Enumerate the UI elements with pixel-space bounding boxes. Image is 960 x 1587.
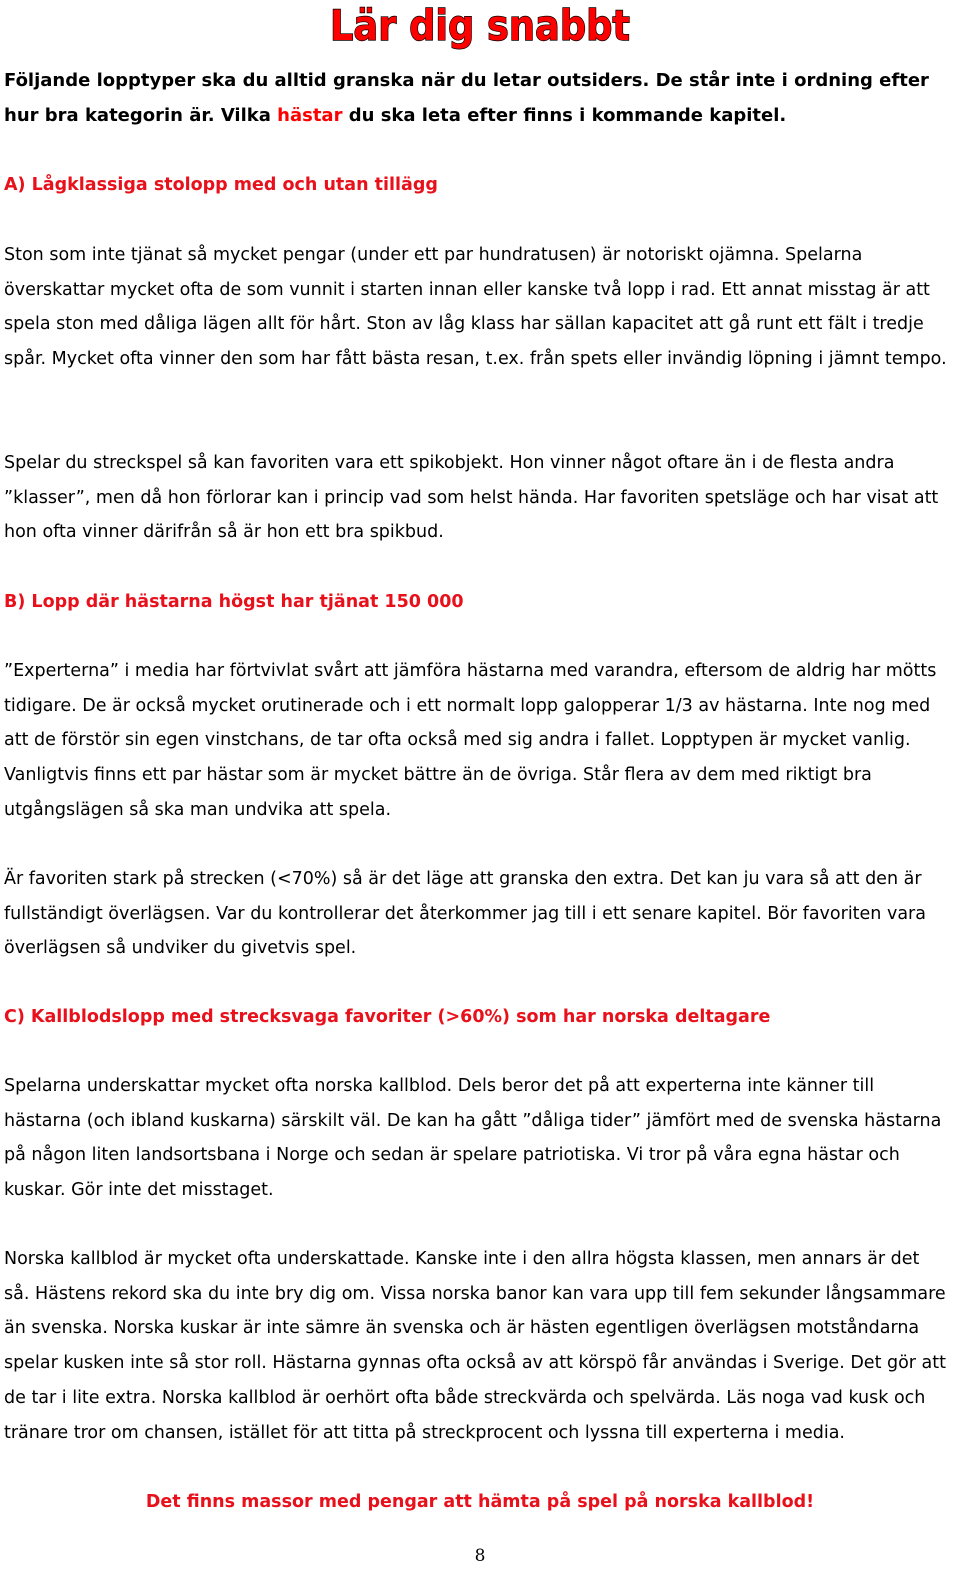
section-b-heading: B) Lopp där hästarna högst har tjänat 150 000	[4, 592, 464, 612]
section-c-heading: C) Kallblodslopp med strecksvaga favoriter (>60%) som har norska deltagare	[4, 1007, 771, 1027]
page-title-text: Lär dig snabbt	[330, 1, 630, 50]
section-a-paragraph-2: Spelar du streckspel så kan favoriten vara ett spikobjekt. Hon vinner något oftare än i de flesta andra ”klasser”, men då hon förlorar kan i princip vad som helst hända. Har favoriten spetsläge och har visat att hon ofta vinner därifrån så är hon ett bra spikbud.	[4, 453, 939, 543]
section-a-paragraph-1: Ston som inte tjänat så mycket pengar (under ett par hundratusen) är notoriskt ojämna. Spelarna överskattar mycket ofta de som vunnit i starten innan eller kanske två lopp i rad. Ett annat misstag är att spela ston med dåliga lägen allt för hårt. Ston av låg klass har sällan kapacitet att gå runt ett fält i tredje spår. Mycket ofta vinner den som har fått bästa resan, t.ex. från spets eller invändig löpning i jämnt tempo.	[4, 245, 947, 370]
page-number: 8	[474, 1546, 486, 1566]
section-b-paragraph-2: Är favoriten stark på strecken (<70%) så är det läge att granska den extra. Det kan ju vara så att den är fullständigt överlägsen. Var du kontrollerar det återkommer jag till i ett senare kapitel. Bör favoriten vara överlägsen så undviker du givetvis spel.	[4, 869, 926, 959]
closing-statement: Det finns massor med pengar att hämta på spel på norska kallblod!	[145, 1492, 815, 1512]
intro-paragraph	[4, 64, 950, 133]
section-b-paragraph-1: ”Experterna” i media har förtvivlat svårt att jämföra hästarna med varandra, eftersom de aldrig har mötts tidigare. De är också mycket orutinerade och i ett normalt lopp galopperar 1/3 av hästarna. Inte nog med att de förstör sin egen vinstchans, de tar ofta också med sig andra i fallet. Lopptypen är mycket vanlig. Vanligtvis finns ett par hästar som är mycket bättre än de övriga. Står flera av dem med riktigt bra utgångslägen så ska man undvika att spela.	[4, 661, 937, 820]
intro-text-1: Följande lopptyper ska du alltid granska när du letar outsiders. De står inte i ordning efter hur bra kategorin är. Vilka	[4, 70, 929, 126]
section-a-heading: A) Lågklassiga stolopp med och utan tillägg	[4, 175, 438, 195]
intro-highlight: hästar	[277, 104, 343, 126]
section-c-paragraph-1: Spelarna underskattar mycket ofta norska kallblod. Dels beror det på att experterna inte känner till hästarna (och ibland kuskarna) särskilt väl. De kan ha gått ”dåliga tider” jämfört med de svenska hästarna på någon liten landsortsbana i Norge och sedan är spelare patriotiska. Vi tror på våra egna hästar och kuskar. Gör inte det misstaget.	[4, 1076, 942, 1201]
section-c-paragraph-2: Norska kallblod är mycket ofta underskattade. Kanske inte i den allra högsta klassen, men annars är det så. Hästens rekord ska du inte bry dig om. Vissa norska banor kan vara upp till fem sekunder långsammare än svenska. Norska kuskar är inte sämre än svenska och är hästen egentligen överlägsen motståndarna spelar kusken inte så stor roll. Hästarna gynnas ofta också av att körspö får användas i Sverige. Det gör att de tar i lite extra. Norska kallblod är oerhört ofta både streckvärda och spelvärda. Läs noga vad kusk och tränare tror om chansen, istället för att titta på streckprocent och lyssna till experterna i media.	[4, 1249, 947, 1443]
page-title	[0, 0, 960, 52]
intro-text-2: du ska leta efter finns i kommande kapitel.	[342, 104, 787, 126]
